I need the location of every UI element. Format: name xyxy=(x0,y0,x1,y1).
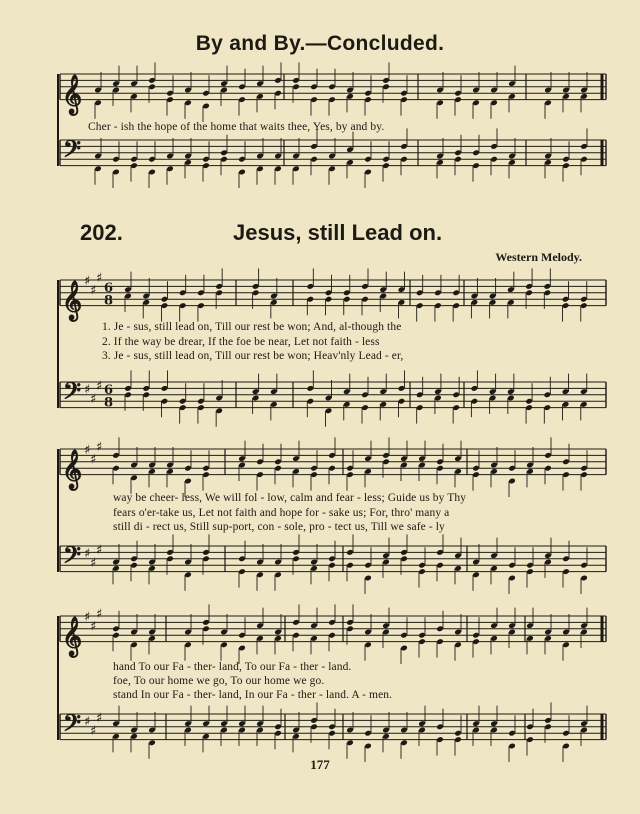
composer-credit: Western Melody. xyxy=(495,250,582,264)
sharp-icon: ♯ xyxy=(84,610,91,625)
sharp-icon: ♯ xyxy=(90,724,97,739)
time-signature: 8 xyxy=(104,395,114,411)
lyric-system2-verse1: way be cheer- less, We will fol - low, calm and fear - less; Guide us by Thy xyxy=(113,492,467,504)
sharp-icon: ♯ xyxy=(90,283,97,299)
hymn-number: 202. xyxy=(80,220,123,245)
time-signature: 6 xyxy=(104,280,114,296)
lyric-system1-verse1: 1. Je - sus, still lead on, Till our rest be won; And, al-though the xyxy=(102,321,402,333)
lyric-system3-verse3: stand In our Fa - ther- land, In our Fa - ther - land. A - men. xyxy=(113,689,393,701)
sharp-icon: ♯ xyxy=(84,546,91,562)
lyric-system1-verse3: 3. Je - sus, still lead on, Till our rest be won; Heav'nly Lead - er, xyxy=(102,350,404,362)
section-title-by-and-by: By and By.—Concluded. xyxy=(195,32,445,55)
treble-clef-icon: 𝄞 xyxy=(62,280,83,321)
sharp-icon: ♯ xyxy=(84,274,91,289)
lyric-system1-verse2: 2. If the way be drear, If the foe be near, Let not faith - less xyxy=(102,336,380,348)
sharp-icon: ♯ xyxy=(96,606,103,622)
bass-clef-icon: 𝄢 xyxy=(63,709,82,743)
bass-clef-icon: 𝄢 xyxy=(63,135,82,169)
lyric-system2-verse2: fears o'er-take us, Let not faith and hope for - sake us; For, thro' many a xyxy=(113,507,450,519)
lyric-system3-verse2: foe, To our home we go, To our home we go. xyxy=(113,675,325,687)
lyric-system3-verse1: hand To our Fa - ther- land, To our Fa - ther - land. xyxy=(113,661,352,673)
sharp-icon: ♯ xyxy=(90,392,97,407)
bass-clef-icon: 𝄢 xyxy=(63,541,82,575)
lyric-system2-verse3: still di - rect us, Still sup-port, con - sole, pro - tect us, Till we safe - ly xyxy=(113,521,445,533)
sharp-icon: ♯ xyxy=(96,379,103,395)
page-number: 177 xyxy=(310,757,330,772)
sharp-icon: ♯ xyxy=(90,556,97,571)
treble-clef-icon: 𝄞 xyxy=(62,616,83,657)
sharp-icon: ♯ xyxy=(90,619,97,635)
sharp-icon: ♯ xyxy=(96,543,103,559)
treble-clef-icon: 𝄞 xyxy=(62,449,83,490)
lyric-by-and-by: Cher - ish the hope of the home that waits thee, Yes, by and by. xyxy=(88,121,385,133)
bass-clef-icon: 𝄢 xyxy=(63,377,82,411)
time-signature: 8 xyxy=(104,293,114,309)
sharp-icon: ♯ xyxy=(84,714,91,730)
sharp-icon: ♯ xyxy=(96,711,103,727)
sharp-icon: ♯ xyxy=(96,439,103,455)
time-signature: 6 xyxy=(104,382,114,398)
treble-clef-icon: 𝄞 xyxy=(62,74,83,115)
sharp-icon: ♯ xyxy=(90,452,97,468)
sharp-icon: ♯ xyxy=(84,382,91,398)
hymn-title: Jesus, still Lead on. xyxy=(233,220,443,245)
sharp-icon: ♯ xyxy=(84,443,91,458)
sharp-icon: ♯ xyxy=(96,270,103,286)
